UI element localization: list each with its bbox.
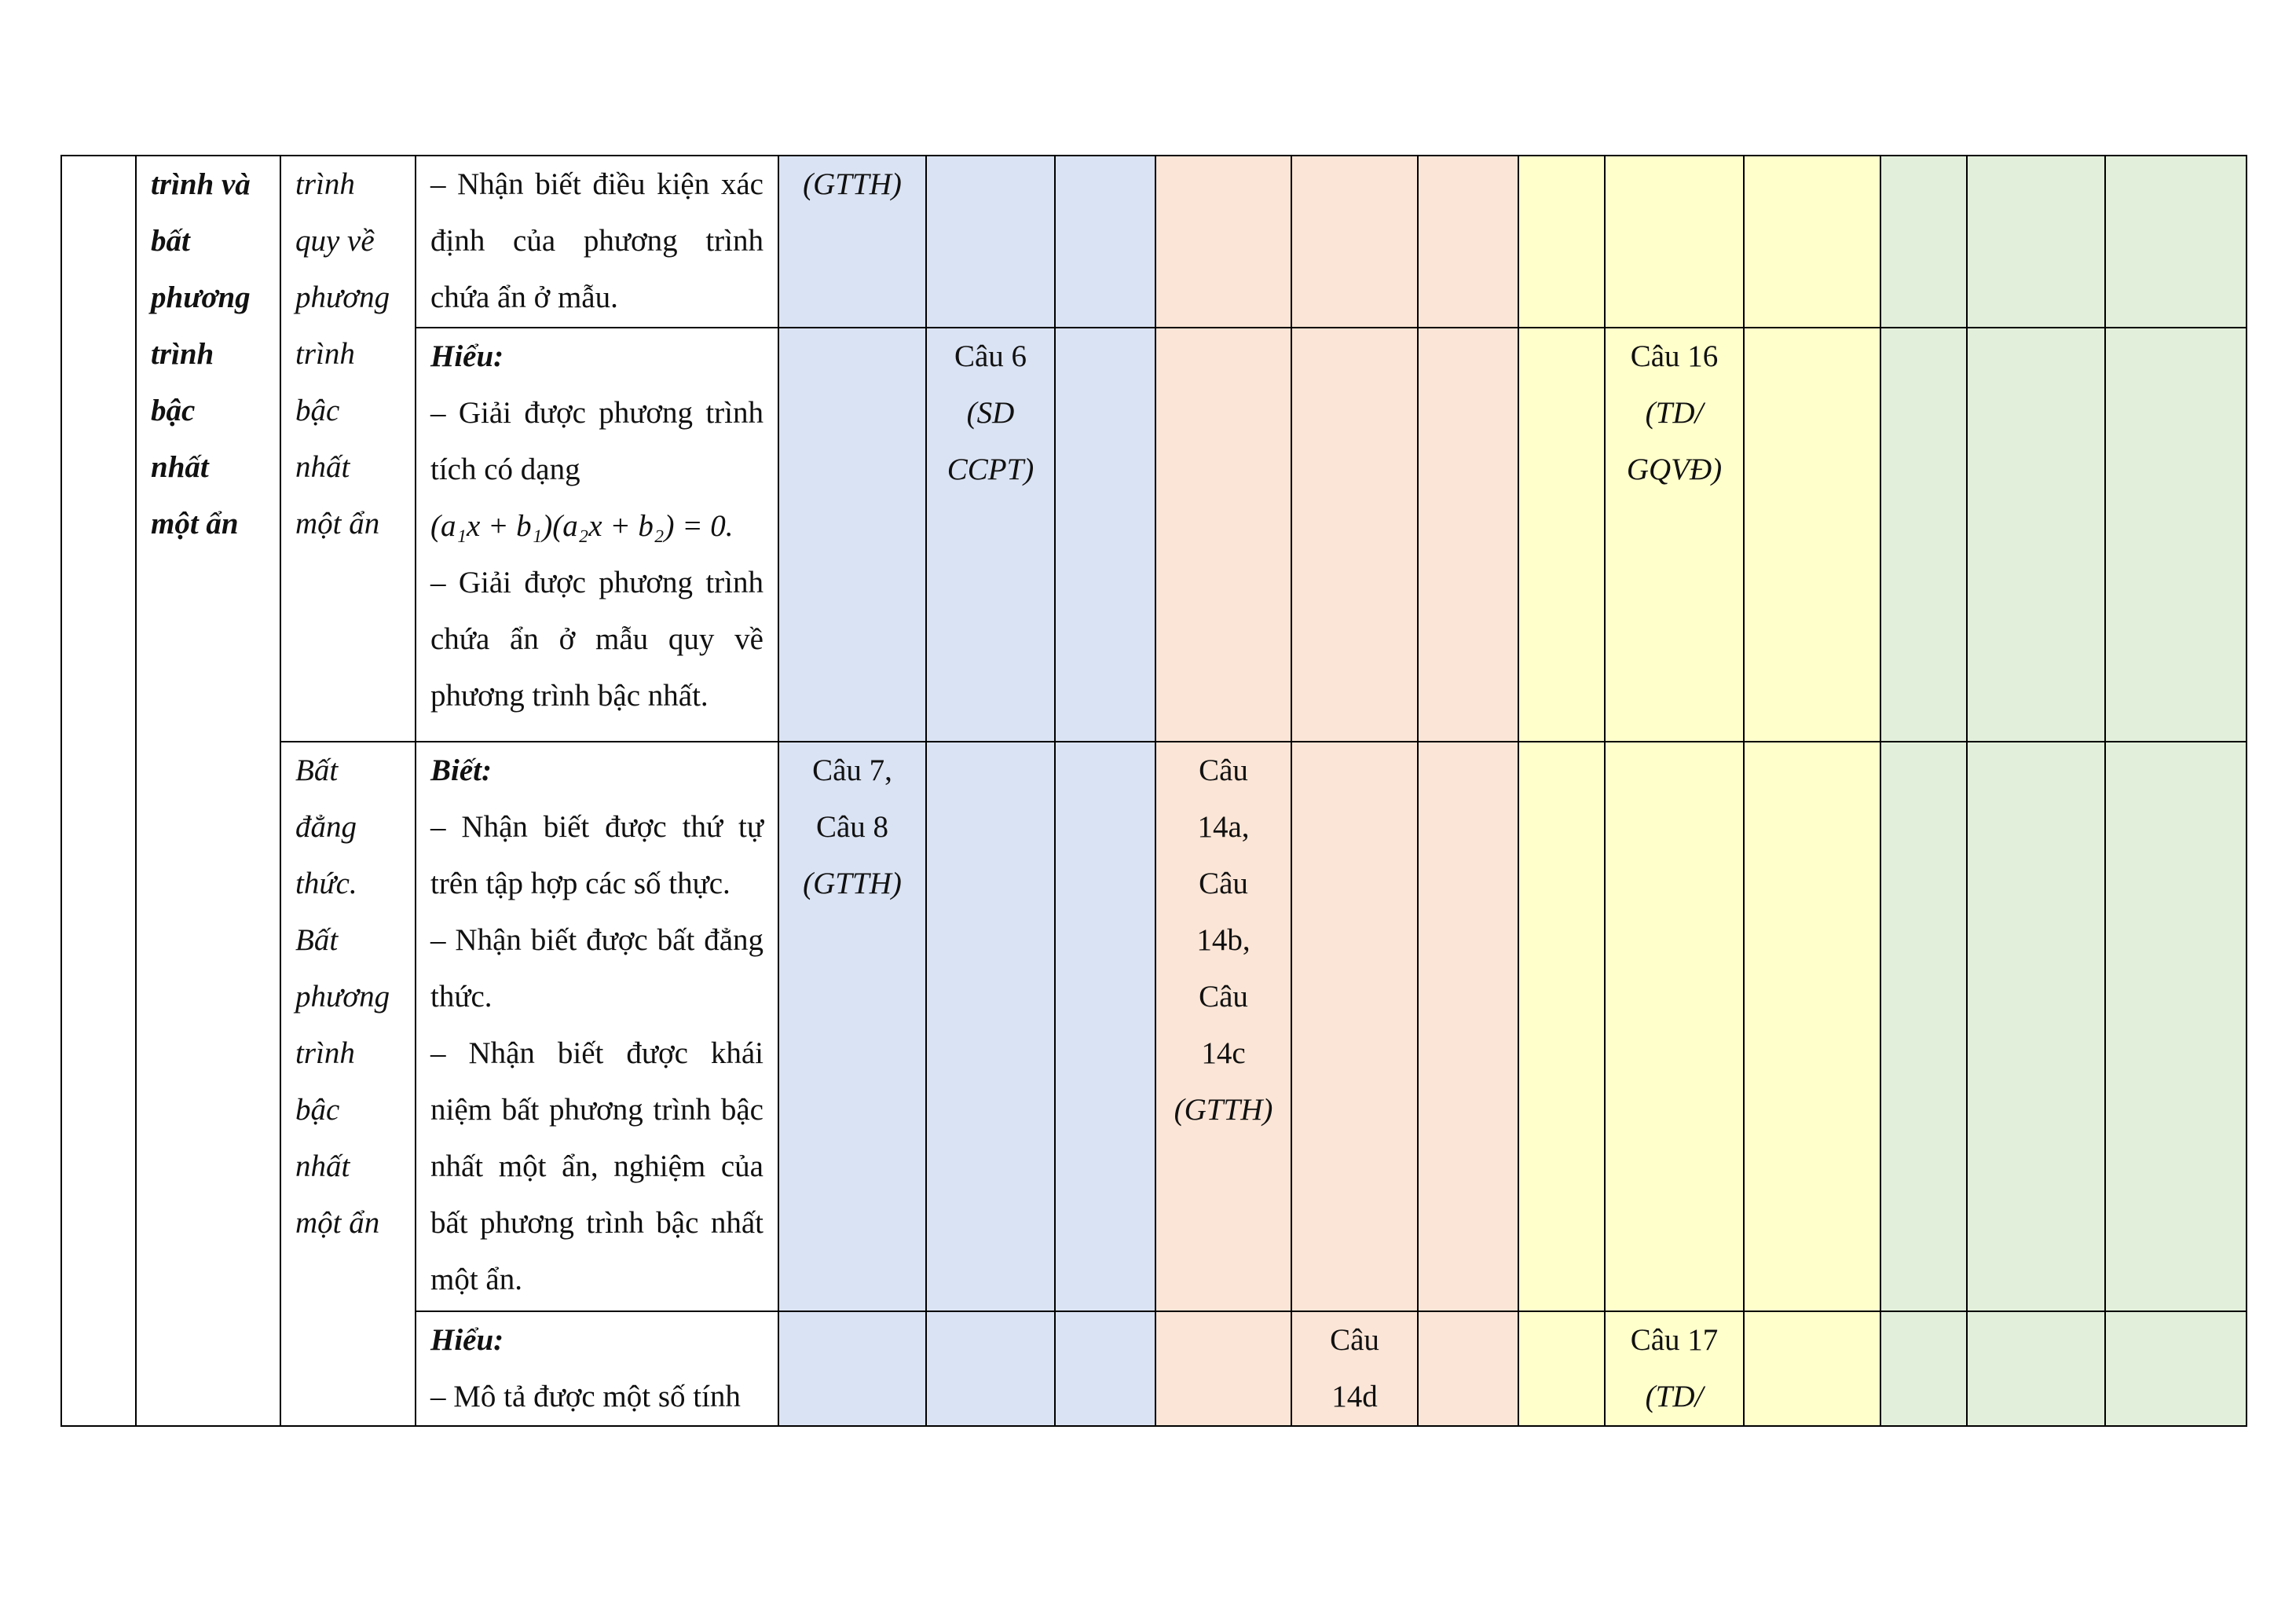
equation: (a₁x + b₁)(a₂x + b₂) = 0. — [430, 509, 734, 543]
lesson-cell-equations: trình quy về phương trình bậc nhất một ẩn — [280, 156, 416, 742]
essay-recognize-cell — [1155, 156, 1291, 328]
yellow-cell-3 — [1744, 1311, 1880, 1426]
yellow-cell-1 — [1518, 1311, 1605, 1426]
mcq-apply-cell — [1055, 156, 1155, 328]
mcq-recognize-cell — [778, 328, 926, 742]
yellow-cell-2 — [1605, 156, 1744, 328]
mcq-apply-cell — [1055, 742, 1155, 1311]
yellow-cell-2: Câu 17 (TD/ — [1605, 1311, 1744, 1426]
essay-understand-cell — [1291, 156, 1418, 328]
essay-apply-cell — [1418, 1311, 1518, 1426]
topic-cell: trình và bất phương trình bậc nhất một ẩn — [136, 156, 280, 1426]
essay-recognize-cell — [1155, 328, 1291, 742]
essay-understand-cell — [1291, 742, 1418, 1311]
lesson-cell-inequalities: Bất đẳng thức. Bất phương trình bậc nhất một ẩn — [280, 742, 416, 1426]
green-cell-3 — [2105, 1311, 2247, 1426]
essay-understand-cell — [1291, 328, 1418, 742]
green-cell-3 — [2105, 156, 2247, 328]
yellow-cell-3 — [1744, 156, 1880, 328]
green-cell-1 — [1880, 156, 1967, 328]
yellow-cell-1 — [1518, 742, 1605, 1311]
requirement-cell: – Nhận biết điều kiện xác định của phương trình chứa ẩn ở mẫu. — [416, 156, 778, 328]
green-cell-1 — [1880, 328, 1967, 742]
requirement-cell: Hiểu: – Mô tả được một số tính — [416, 1311, 778, 1426]
table-row — [61, 742, 2247, 1311]
essay-recognize-cell — [1155, 1311, 1291, 1426]
yellow-cell-1 — [1518, 328, 1605, 742]
table-row — [61, 156, 2247, 328]
mcq-understand-cell — [926, 156, 1055, 328]
yellow-cell-3 — [1744, 328, 1880, 742]
green-cell-2 — [1967, 156, 2105, 328]
mcq-apply-cell — [1055, 328, 1155, 742]
index-cell — [61, 156, 136, 1426]
mcq-recognize-cell: Câu 7, Câu 8 (GTTH) — [778, 742, 926, 1311]
mcq-recognize-cell: (GTTH) — [778, 156, 926, 328]
mcq-apply-cell — [1055, 1311, 1155, 1426]
essay-understand-cell: Câu 14d — [1291, 1311, 1418, 1426]
requirement-cell: Biết: – Nhận biết được thứ tự trên tập hợp các số thực. – Nhận biết được bất đẳng thức. – Nhận biết được khái niệm bất phương trình bậc nhất một ẩn, nghiệm của bất phương trình bậc nhất một ẩn. — [416, 742, 778, 1311]
mcq-understand-cell — [926, 742, 1055, 1311]
essay-apply-cell — [1418, 156, 1518, 328]
mcq-understand-cell: Câu 6 (SD CCPT) — [926, 328, 1055, 742]
yellow-cell-2 — [1605, 742, 1744, 1311]
mcq-understand-cell — [926, 1311, 1055, 1426]
assessment-matrix-table — [60, 155, 2247, 1427]
essay-apply-cell — [1418, 742, 1518, 1311]
mcq-recognize-cell — [778, 1311, 926, 1426]
green-cell-3 — [2105, 328, 2247, 742]
essay-apply-cell — [1418, 328, 1518, 742]
yellow-cell-1 — [1518, 156, 1605, 328]
green-cell-2 — [1967, 328, 2105, 742]
green-cell-3 — [2105, 742, 2247, 1311]
green-cell-2 — [1967, 742, 2105, 1311]
green-cell-2 — [1967, 1311, 2105, 1426]
yellow-cell-2: Câu 16 (TD/ GQVĐ) — [1605, 328, 1744, 742]
yellow-cell-3 — [1744, 742, 1880, 1311]
green-cell-1 — [1880, 1311, 1967, 1426]
green-cell-1 — [1880, 742, 1967, 1311]
essay-recognize-cell: Câu 14a, Câu 14b, Câu 14c (GTTH) — [1155, 742, 1291, 1311]
requirement-cell: Hiểu: – Giải được phương trình tích có dạng (a₁x + b₁)(a₂x + b₂) = 0. – Giải được phương trình chứa ẩn ở mẫu quy về phương trình bậc nhất. — [416, 328, 778, 742]
